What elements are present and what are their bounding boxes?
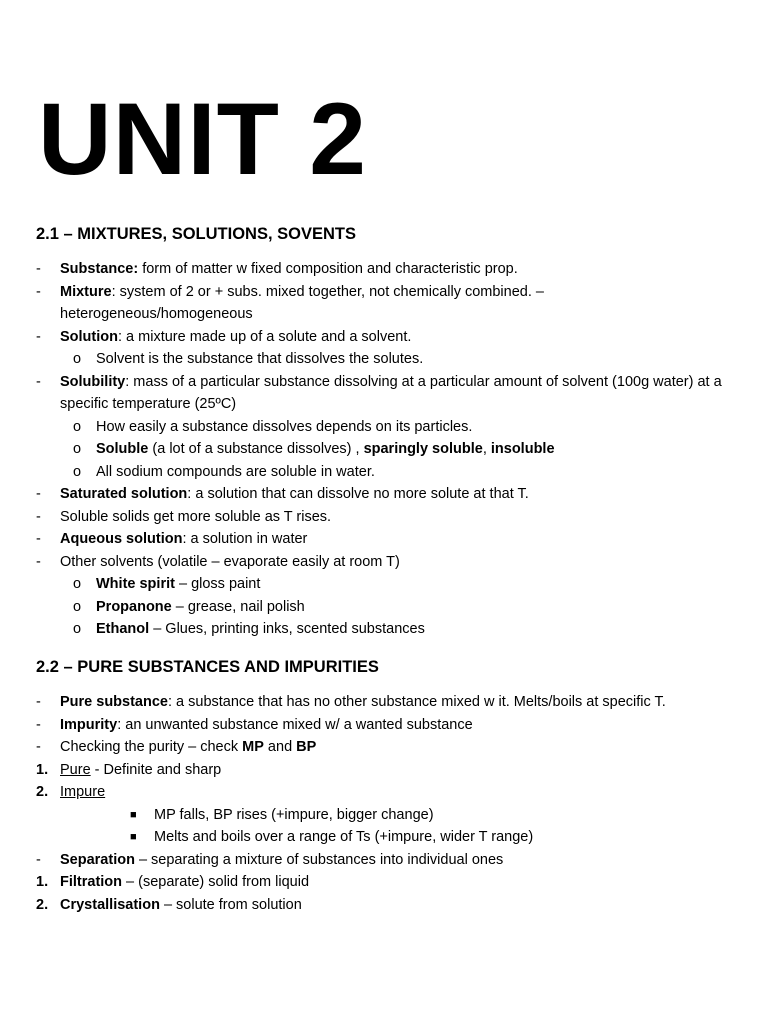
bold-term: Aqueous solution	[60, 531, 183, 547]
bold-term: sparingly soluble	[363, 441, 483, 457]
list-number: 1.	[36, 761, 49, 778]
item-text: : system of 2 or + subs. mixed together, not chemically combined. – heterogeneous/homogeneous	[60, 283, 544, 322]
list-item	[36, 483, 738, 506]
item-text: How easily a substance dissolves depends on its particles.	[96, 418, 473, 435]
bold-term: Propanone	[96, 598, 172, 615]
bold-term: Saturated solution	[60, 486, 188, 502]
item-text: : an unwanted substance mixed w/ a wanted substance	[117, 716, 473, 733]
list-item	[36, 438, 738, 461]
list-item	[36, 736, 738, 759]
item-text: (a lot of a substance dissolves) ,	[148, 441, 364, 457]
bold-term: Separation	[60, 851, 135, 868]
list-item	[36, 618, 738, 641]
dash-bullet-icon: -	[36, 553, 41, 570]
list-item	[36, 596, 738, 619]
dash-bullet-icon: -	[36, 373, 41, 390]
dash-bullet-icon: -	[36, 283, 41, 300]
list-item	[36, 416, 738, 439]
list-item	[36, 714, 738, 737]
dash-bullet-icon: -	[36, 486, 41, 502]
section-heading-mixtures: 2.1 – MIXTURES, SOLUTIONS, SOVENTS	[36, 225, 356, 243]
bold-term: BP	[296, 739, 317, 755]
bold-term: MP	[242, 739, 264, 755]
list-item	[36, 371, 738, 416]
underlined-term: Impure	[60, 784, 106, 800]
circle-bullet-icon: o	[73, 621, 82, 637]
item-text: All sodium compounds are soluble in water.	[96, 463, 375, 480]
list-item	[36, 804, 738, 827]
item-text: – gloss paint	[174, 576, 261, 592]
circle-bullet-icon: o	[73, 576, 82, 592]
item-text: : a solution in water	[182, 531, 308, 547]
item-text: – grease, nail polish	[171, 598, 305, 615]
item-text: – Glues, printing inks, scented substances	[149, 621, 425, 637]
item-text: – separating a mixture of substances into individual ones	[134, 851, 504, 868]
square-bullet-icon: ■	[130, 831, 137, 843]
list-item	[36, 573, 738, 596]
item-text: : a substance that has no other substance mixed w it. Melts/boils at specific T.	[168, 694, 666, 710]
list-item	[36, 691, 738, 714]
item-text: Solvent is the substance that dissolves the solutes.	[96, 351, 424, 367]
underlined-term: Pure	[60, 761, 91, 778]
section-heading-purity: 2.2 – PURE SUBSTANCES AND IMPURITIES	[36, 658, 379, 676]
section-list-purity	[36, 691, 738, 916]
item-text: Checking the purity – check	[60, 739, 243, 755]
dash-bullet-icon: -	[36, 851, 41, 868]
section-list-mixtures	[36, 258, 738, 641]
list-item	[36, 871, 738, 894]
list-item	[36, 894, 738, 917]
bold-term: Solubility	[60, 373, 126, 390]
bold-term: Crystallisation	[60, 896, 160, 913]
dash-bullet-icon: -	[36, 261, 41, 277]
list-item	[36, 849, 738, 872]
page-title: UNIT 2	[38, 82, 368, 196]
bold-term: White spirit	[96, 576, 175, 592]
dash-bullet-icon: -	[36, 739, 41, 755]
item-text: Other solvents (volatile – evaporate easily at room T)	[60, 553, 400, 570]
dash-bullet-icon: -	[36, 328, 41, 345]
item-text: : a solution that can dissolve no more solute at that T.	[187, 486, 529, 502]
bold-term: Mixture	[60, 283, 112, 300]
bold-term: Solution	[60, 328, 118, 345]
item-text: - Definite and sharp	[90, 761, 222, 778]
circle-bullet-icon: o	[73, 463, 82, 480]
bold-term: insoluble	[490, 441, 555, 457]
list-item	[36, 326, 738, 349]
item-text: : mass of a particular substance dissolving at a particular amount of solvent (100g water) at a specific temperature (25ºC)	[60, 373, 722, 412]
item-text: form of matter w fixed composition and characteristic prop.	[138, 261, 518, 277]
item-text: – (separate) solid from liquid	[122, 874, 310, 890]
list-item	[36, 759, 738, 782]
dash-bullet-icon: -	[36, 694, 41, 710]
circle-bullet-icon: o	[73, 598, 82, 615]
list-item	[36, 781, 738, 804]
circle-bullet-icon: o	[73, 441, 82, 457]
list-item	[36, 551, 738, 574]
list-item	[36, 281, 738, 326]
bold-term: Filtration	[60, 874, 123, 890]
bold-term: Soluble	[96, 441, 149, 457]
list-number: 1.	[36, 874, 49, 890]
item-text: MP falls, BP rises (+impure, bigger change)	[154, 806, 434, 823]
item-text: Soluble solids get more soluble as T rises.	[60, 508, 332, 525]
dash-bullet-icon: -	[36, 508, 41, 525]
list-item	[36, 348, 738, 371]
circle-bullet-icon: o	[73, 351, 82, 367]
bold-term: Ethanol	[96, 621, 150, 637]
list-item	[36, 258, 738, 281]
list-item	[36, 528, 738, 551]
item-text: – solute from solution	[159, 896, 302, 913]
list-number: 2.	[36, 896, 49, 913]
item-text: ,	[482, 441, 491, 457]
dash-bullet-icon: -	[36, 531, 41, 547]
item-text: and	[263, 739, 297, 755]
bold-term: Substance:	[60, 261, 139, 277]
list-item	[36, 506, 738, 529]
item-text: Melts and boils over a range of Ts (+impure, wider T range)	[154, 829, 534, 845]
bold-term: Pure substance	[60, 694, 168, 710]
item-text: : a mixture made up of a solute and a solvent.	[118, 328, 412, 345]
circle-bullet-icon: o	[73, 418, 82, 435]
dash-bullet-icon: -	[36, 716, 41, 733]
list-item	[36, 826, 738, 849]
bold-term: Impurity	[60, 716, 118, 733]
square-bullet-icon: ■	[130, 808, 137, 821]
list-number: 2.	[36, 784, 49, 800]
list-item	[36, 461, 738, 484]
